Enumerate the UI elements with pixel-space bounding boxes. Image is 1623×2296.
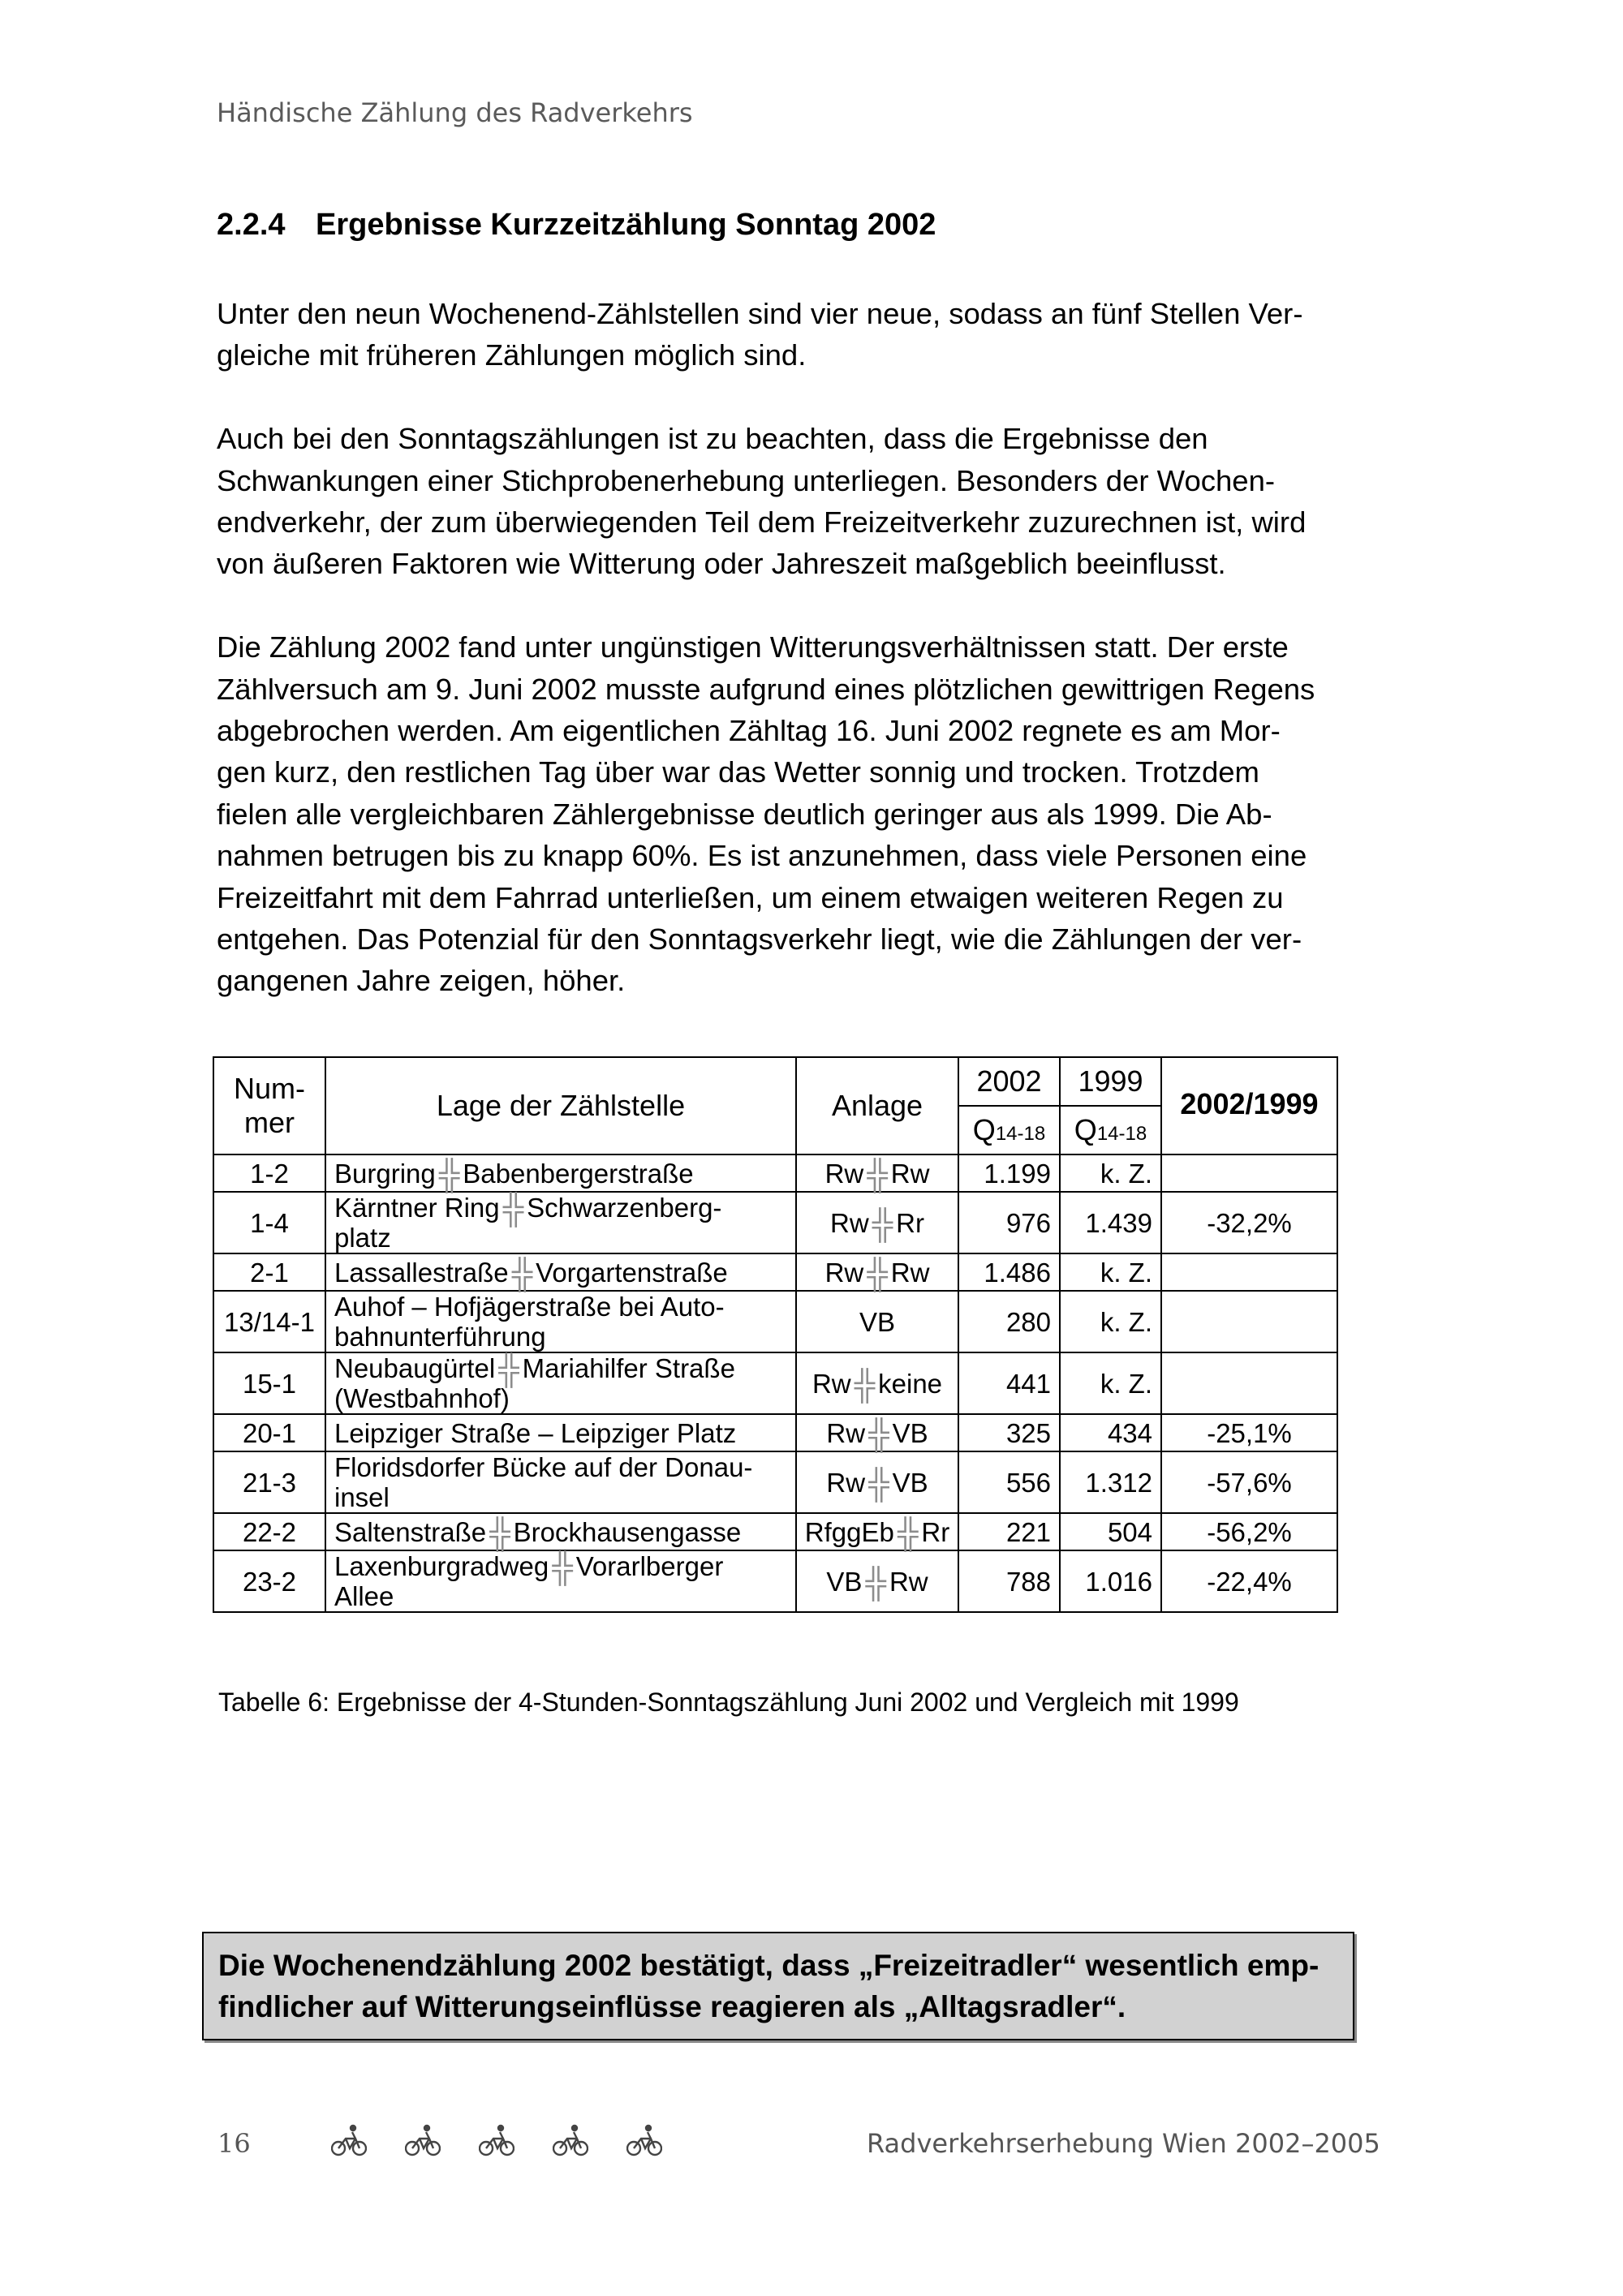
lage-part: Mariahilfer Straße (Westbahnhof): [334, 1353, 735, 1413]
table-row: [213, 1352, 1337, 1414]
q-label: Q: [972, 1113, 996, 1146]
cell-1999: k. Z.: [1060, 1291, 1161, 1352]
cell-anlage: VB: [796, 1291, 958, 1352]
q-label: Q: [1074, 1113, 1097, 1146]
header-q-2002: [958, 1106, 1060, 1154]
header-anlage: Anlage: [796, 1057, 958, 1154]
intersection-icon: ╬: [867, 1256, 888, 1290]
cell-1999: 504: [1060, 1513, 1161, 1550]
lage-part: Laxenburgradweg: [334, 1551, 549, 1581]
cell-nummer: 1-4: [213, 1192, 325, 1253]
anlage-part: Rw: [826, 1417, 866, 1448]
header-q-1999: [1060, 1106, 1161, 1154]
lage-part: Neubaugürtel: [334, 1353, 496, 1383]
cell-lage: [325, 1192, 796, 1253]
table-row: [213, 1154, 1337, 1192]
cell-anlage: [796, 1513, 958, 1550]
conclusion-callout: Die Wochenendzählung 2002 bestätigt, dass „Freizeitradler“ wesentlich emp- findlicher auf Witterungseinflüsse reagieren als „Alltagsradler“.: [202, 1932, 1354, 2040]
cell-2002: 1.199: [958, 1154, 1060, 1192]
anlage-part: Rw: [812, 1368, 851, 1399]
cell-ratio: -56,2%: [1161, 1513, 1337, 1550]
cell-nummer: 1-2: [213, 1154, 325, 1192]
anlage-part: keine: [878, 1368, 943, 1399]
cell-anlage: [796, 1253, 958, 1291]
intersection-icon: ╬: [872, 1206, 893, 1240]
cell-ratio: -32,2%: [1161, 1192, 1337, 1253]
lage-part: Babenbergerstraße: [463, 1158, 694, 1189]
cell-lage: [325, 1513, 796, 1550]
table-row: [213, 1192, 1337, 1253]
cell-anlage: [796, 1550, 958, 1612]
cell-anlage: [796, 1192, 958, 1253]
anlage-part: Rw: [890, 1257, 930, 1288]
cell-2002: 280: [958, 1291, 1060, 1352]
anlage-part: Rw: [824, 1257, 864, 1288]
cell-nummer: 20-1: [213, 1414, 325, 1451]
cell-anlage: [796, 1414, 958, 1451]
paragraph: Unter den neun Wochenend-Zählstellen sind vier neue, sodass an fünf Stellen Ver- gleiche mit früheren Zählungen möglich sind.: [217, 297, 1303, 372]
cell-nummer: 23-2: [213, 1550, 325, 1612]
cell-2002: 556: [958, 1451, 1060, 1513]
cell-lage: [325, 1253, 796, 1291]
anlage-part: Rw: [890, 1158, 930, 1189]
cell-lage: Leipziger Straße – Leipziger Platz: [325, 1414, 796, 1451]
lage-part: Vorgartenstraße: [536, 1257, 728, 1288]
cell-lage: [325, 1550, 796, 1612]
cell-ratio: -57,6%: [1161, 1451, 1337, 1513]
intersection-icon: ╬: [489, 1516, 510, 1550]
cell-ratio: -25,1%: [1161, 1414, 1337, 1451]
bicycle-icon: [626, 2124, 662, 2156]
cell-1999: k. Z.: [1060, 1352, 1161, 1414]
results-table: [213, 1056, 1338, 1613]
intersection-icon: ╬: [867, 1157, 888, 1191]
cell-2002: 441: [958, 1352, 1060, 1414]
bicycle-icon: [405, 2124, 441, 2156]
cell-1999: 434: [1060, 1414, 1161, 1451]
intersection-icon: ╬: [868, 1417, 889, 1451]
cell-anlage: [796, 1154, 958, 1192]
cell-2002: 221: [958, 1513, 1060, 1550]
lage-part: Schwarzenberg- platz: [334, 1193, 722, 1253]
cell-1999: 1.439: [1060, 1192, 1161, 1253]
cell-2002: 976: [958, 1192, 1060, 1253]
anlage-part: VB: [826, 1566, 863, 1597]
lage-part: Vorarlberger Allee: [334, 1551, 724, 1611]
table-row: [213, 1513, 1337, 1550]
cell-2002: 325: [958, 1414, 1060, 1451]
header-1999: 1999: [1060, 1057, 1161, 1106]
intersection-icon: ╬: [511, 1256, 533, 1290]
table-row: [213, 1291, 1337, 1352]
cell-2002: 1.486: [958, 1253, 1060, 1291]
publication-title: Radverkehrserhebung Wien 2002–2005: [867, 2128, 1380, 2159]
lage-part: Burgring: [334, 1158, 436, 1189]
anlage-part: Rr: [896, 1207, 924, 1238]
anlage-part: VB: [892, 1417, 928, 1448]
paragraph: Die Zählung 2002 fand unter ungünstigen Witterungsverhältnissen statt. Der erste Zählversuch am 9. Juni 2002 musste aufgrund eines plötzlichen gewittrigen Regens abgebrochen werden. Am eigentlichen Zähltag 16. Juni 2002 regnete es am Mor- gen kurz, den restlichen Tag über war das Wetter sonnig und trocken. Trotzdem fielen alle vergleichbaren Zählergebnisse deutlich geringer aus als 1999. Die Ab- nahmen betrugen bis zu knapp 60%. Es ist anzunehmen, dass viele Personen eine Freizeitfahrt mit dem Fahrrad unterließen, um einem etwaigen weiteren Regen zu entgehen. Das Potenzial für den Sonntagsverkehr liegt, wie die Zählungen der ver- gangenen Jahre zeigen, höher.: [217, 630, 1315, 998]
anlage-part: Rr: [921, 1516, 950, 1547]
anlage-part: Rw: [826, 1467, 866, 1498]
cell-nummer: 15-1: [213, 1352, 325, 1414]
q-subscript: 14-18: [1096, 1123, 1147, 1145]
intersection-icon: ╬: [865, 1565, 886, 1599]
table-row: [213, 1414, 1337, 1451]
anlage-part: Rw: [829, 1207, 869, 1238]
cell-2002: 788: [958, 1550, 1060, 1612]
table-row: [213, 1253, 1337, 1291]
paragraph: Auch bei den Sonntagszählungen ist zu beachten, dass die Ergebnisse den Schwankungen einer Stichprobenerhebung unterliegen. Besonders der Wochen- endverkehr, der zum überwiegenden Teil dem Freizeitverkehr zuzurechnen ist, wird von äußeren Faktoren wie Witterung oder Jahreszeit maßgeblich beeinflusst.: [217, 422, 1307, 581]
header-ratio: 2002/1999: [1161, 1057, 1337, 1154]
cell-nummer: 2-1: [213, 1253, 325, 1291]
lage-part: Lassallestraße: [334, 1257, 509, 1288]
table-row: [213, 1451, 1337, 1513]
intersection-icon: ╬: [438, 1157, 460, 1191]
lage-part: Saltenstraße: [334, 1516, 487, 1547]
cell-1999: k. Z.: [1060, 1253, 1161, 1291]
cell-ratio: [1161, 1352, 1337, 1414]
cell-nummer: 21-3: [213, 1451, 325, 1513]
anlage-part: RfggEb: [804, 1516, 894, 1547]
cell-ratio: [1161, 1253, 1337, 1291]
cell-lage: [325, 1352, 796, 1414]
lage-part: Brockhausengasse: [513, 1516, 742, 1547]
cell-ratio: -22,4%: [1161, 1550, 1337, 1612]
cell-lage: Floridsdorfer Bücke auf der Donau- insel: [325, 1451, 796, 1513]
cell-nummer: 13/14-1: [213, 1291, 325, 1352]
cell-1999: k. Z.: [1060, 1154, 1161, 1192]
bicycle-icon: [553, 2124, 588, 2156]
header-2002: 2002: [958, 1057, 1060, 1106]
intersection-icon: ╬: [552, 1550, 573, 1584]
intersection-icon: ╬: [868, 1466, 889, 1500]
running-header: Händische Zählung des Radverkehrs: [217, 97, 693, 128]
intersection-icon: ╬: [897, 1516, 919, 1550]
anlage-part: VB: [892, 1467, 928, 1498]
cell-lage: [325, 1154, 796, 1192]
cell-1999: 1.016: [1060, 1550, 1161, 1612]
table-row: [213, 1550, 1337, 1612]
bicycle-icon: [479, 2124, 514, 2156]
cell-ratio: [1161, 1291, 1337, 1352]
intersection-icon: ╬: [498, 1352, 519, 1386]
header-nummer: Num- mer: [213, 1057, 325, 1154]
section-heading: [217, 208, 936, 243]
intersection-icon: ╬: [502, 1192, 524, 1225]
page-number: 16: [217, 2128, 251, 2159]
intersection-icon: ╬: [854, 1367, 876, 1401]
cell-lage: Auhof – Hofjägerstraße bei Auto- bahnunterführung: [325, 1291, 796, 1352]
cell-anlage: [796, 1352, 958, 1414]
anlage-part: Rw: [824, 1158, 864, 1189]
header-lage: Lage der Zählstelle: [325, 1057, 796, 1154]
cell-1999: 1.312: [1060, 1451, 1161, 1513]
q-subscript: 14-18: [995, 1123, 1046, 1145]
cell-nummer: 22-2: [213, 1513, 325, 1550]
section-title: Ergebnisse Kurzzeitzählung Sonntag 2002: [316, 208, 936, 242]
body-text: [217, 293, 1353, 1043]
results-table-wrapper: [213, 1056, 1337, 1613]
anlage-part: Rw: [889, 1566, 928, 1597]
bicycle-icon: [331, 2124, 367, 2156]
section-number: 2.2.4: [217, 208, 286, 242]
cell-anlage: [796, 1451, 958, 1513]
lage-part: Kärntner Ring: [334, 1193, 500, 1223]
table-caption: Tabelle 6: Ergebnisse der 4-Stunden-Sonntagszählung Juni 2002 und Vergleich mit 1999: [218, 1688, 1239, 1717]
cell-ratio: [1161, 1154, 1337, 1192]
